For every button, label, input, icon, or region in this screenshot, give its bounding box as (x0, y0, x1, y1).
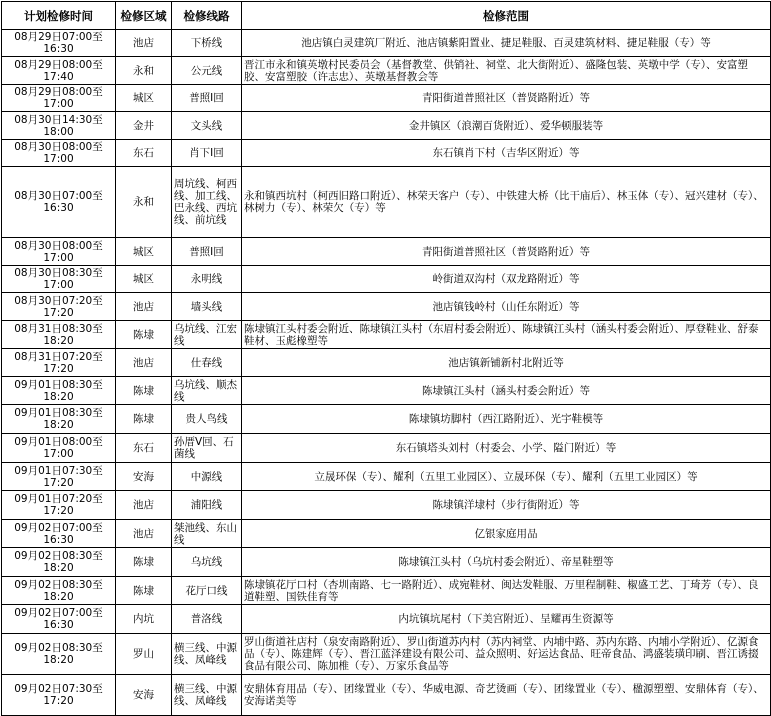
line-cell: 公元线 (172, 57, 242, 85)
area-cell: 陈埭 (116, 577, 172, 605)
table-row (2, 85, 771, 112)
area-cell: 池店 (116, 491, 172, 520)
line-cell: 乌坑线、顺杰线 (172, 377, 242, 405)
area-cell: 陈埭 (116, 321, 172, 349)
scope-cell: 池店镇白灵建筑厂附近、池店镇紫阳置业、捷足鞋服、百灵建筑材料、捷足鞋服（专）等 (242, 30, 771, 57)
scope-cell: 池店镇钱岭村（山任东附近）等 (242, 293, 771, 321)
table-row (2, 140, 771, 167)
line-cell: 中源线 (172, 463, 242, 491)
table-row (2, 605, 771, 634)
scope-cell: 内坑镇坑尾村（下美宫附近）、呈耀再生资源等 (242, 605, 771, 634)
scope-cell: 安鼎体育用品（专）、团缘置业（专）、华威电源、奇艺烫画（专）、团缘置业（专）、楹源塑塑、安鼎体育（专）、安海诺美等 (242, 675, 771, 716)
area-cell: 陈埭 (116, 377, 172, 405)
area-cell: 安海 (116, 675, 172, 716)
area-cell: 陈埭 (116, 548, 172, 577)
header-line: 检修线路 (172, 2, 242, 30)
area-cell: 内坑 (116, 605, 172, 634)
time-cell: 08月29日07:00至16:30 (2, 30, 116, 57)
area-cell: 城区 (116, 85, 172, 112)
area-cell: 城区 (116, 266, 172, 293)
scope-cell: 岭街道双沟村（双龙路附近）等 (242, 266, 771, 293)
line-cell: 花厅口线 (172, 577, 242, 605)
table-row (2, 293, 771, 321)
time-cell: 09月01日07:30至17:20 (2, 463, 116, 491)
table-row (2, 577, 771, 605)
table-row (2, 634, 771, 675)
table-row (2, 349, 771, 377)
table-row (2, 167, 771, 238)
area-cell: 城区 (116, 238, 172, 266)
table-row (2, 548, 771, 577)
time-cell: 08月30日14:30至18:00 (2, 112, 116, 140)
table-row (2, 30, 771, 57)
time-cell: 08月30日07:20至17:20 (2, 293, 116, 321)
scope-cell: 陈埭镇花厅口村（杏圳南路、七一路附近）、成宛鞋材、闽达发鞋服、万里程制鞋、椒盛工艺、丁琦芳（专）、良道鞋塑、国铁佳育等 (242, 577, 771, 605)
time-cell: 09月02日07:00至16:30 (2, 520, 116, 548)
scope-cell: 东石镇肖下村（吉华区附近）等 (242, 140, 771, 167)
table-row (2, 463, 771, 491)
time-cell: 09月02日07:00至16:30 (2, 605, 116, 634)
line-cell: 乌坑线 (172, 548, 242, 577)
line-cell: 墙头线 (172, 293, 242, 321)
scope-cell: 亿银家庭用品 (242, 520, 771, 548)
time-cell: 08月31日07:20至17:20 (2, 349, 116, 377)
line-cell: 孙厝Ⅴ回、石菌线 (172, 434, 242, 463)
scope-cell: 陈埭镇江头村（涵头村委会附近）等 (242, 377, 771, 405)
table-row (2, 434, 771, 463)
table-row (2, 491, 771, 520)
line-cell: 永明线 (172, 266, 242, 293)
time-cell: 08月30日08:00至17:00 (2, 238, 116, 266)
time-cell: 09月01日08:30至18:20 (2, 405, 116, 434)
scope-cell: 罗山街道社店村（泉安南路附近）、罗山街道苏内村（苏内祠堂、内埔中路、苏内东路、内埔小学附近）、亿源食品（专）、陈建辉（专）、晋江蓝泽建设有限公司、益众照明、好运达食品、旺帝食品、鸿盛装璜印刷、晋江诱掇食品有限公司、陈加椎（专）、万家乐食品等 (242, 634, 771, 675)
table-row (2, 377, 771, 405)
scope-cell: 永和镇西坑村（柯西旧路口附近）、林荣天客户（专）、中铁建大桥（比干庙后）、林玉体（专）、冠兴建材（专）、林树力（专）、林荣欠（专）等 (242, 167, 771, 238)
scope-cell: 陈埭镇江头村（乌坑村委会附近）、帝星鞋塑等 (242, 548, 771, 577)
table-row (2, 57, 771, 85)
table-row (2, 520, 771, 548)
scope-cell: 金井镇区（浪潮百货附近）、爱华顿服装等 (242, 112, 771, 140)
table-row (2, 238, 771, 266)
area-cell: 陈埭 (116, 405, 172, 434)
area-cell: 金井 (116, 112, 172, 140)
header-time: 计划检修时间 (2, 2, 116, 30)
line-cell: 普照Ⅰ回 (172, 85, 242, 112)
header-scope: 检修范围 (242, 2, 771, 30)
time-cell: 09月01日08:00至17:00 (2, 434, 116, 463)
time-cell: 09月02日08:30至18:20 (2, 634, 116, 675)
scope-cell: 池店镇新铺新村北附近等 (242, 349, 771, 377)
scope-cell: 立晟环保（专）、耀利（五里工业园区）、立晟环保（专）、耀利（五里工业园区）等 (242, 463, 771, 491)
area-cell: 池店 (116, 520, 172, 548)
line-cell: 浦阳线 (172, 491, 242, 520)
time-cell: 08月30日08:00至17:00 (2, 140, 116, 167)
line-cell: 周坑线、柯西线、加工线、巴永线、西坑线、前坑线 (172, 167, 242, 238)
scope-cell: 陈埭镇洋埭村（步行街附近）等 (242, 491, 771, 520)
scope-cell: 青阳街道普照社区（普贤路附近）等 (242, 85, 771, 112)
time-cell: 09月02日08:30至18:20 (2, 577, 116, 605)
scope-cell: 陈埭镇坊脚村（西江路附近）、光宇鞋模等 (242, 405, 771, 434)
time-cell: 09月02日07:30至17:20 (2, 675, 116, 716)
line-cell: 普照Ⅰ回 (172, 238, 242, 266)
area-cell: 东石 (116, 434, 172, 463)
header-area: 检修区域 (116, 2, 172, 30)
area-cell: 池店 (116, 30, 172, 57)
line-cell: 文头线 (172, 112, 242, 140)
area-cell: 永和 (116, 57, 172, 85)
time-cell: 09月01日08:30至18:20 (2, 377, 116, 405)
area-cell: 安海 (116, 463, 172, 491)
area-cell: 东石 (116, 140, 172, 167)
scope-cell: 陈埭镇江头村委会附近、陈埭镇江头村（东眉村委会附近）、陈埭镇江头村（涵头村委会附近）、厚登鞋业、舒泰鞋材、玉彪橡塑等 (242, 321, 771, 349)
line-cell: 下桥线 (172, 30, 242, 57)
maintenance-table (1, 1, 771, 716)
area-cell: 永和 (116, 167, 172, 238)
scope-cell: 青阳街道普照社区（普贤路附近）等 (242, 238, 771, 266)
time-cell: 08月31日08:30至18:20 (2, 321, 116, 349)
line-cell: 横三线、中源线、凤峰线 (172, 675, 242, 716)
table-row (2, 112, 771, 140)
line-cell: 乌坑线、江宏线 (172, 321, 242, 349)
time-cell: 08月30日07:00至16:30 (2, 167, 116, 238)
time-cell: 08月29日08:00至17:40 (2, 57, 116, 85)
line-cell: 贵人鸟线 (172, 405, 242, 434)
line-cell: 桀池线、东山线 (172, 520, 242, 548)
table-row (2, 405, 771, 434)
area-cell: 池店 (116, 293, 172, 321)
table-row (2, 675, 771, 716)
area-cell: 罗山 (116, 634, 172, 675)
line-cell: 肖下Ⅰ回 (172, 140, 242, 167)
table-row (2, 321, 771, 349)
time-cell: 09月02日08:30至18:20 (2, 548, 116, 577)
scope-cell: 晋江市永和镇英墩村民委员会（基督教堂、供销社、祠堂、北大街附近）、盛隆包装、英墩中学（专）、安富塑胶、安富塑胶（许志忠）、英墩基督教会等 (242, 57, 771, 85)
header-row (2, 2, 771, 30)
scope-cell: 东石镇塔头刘村（村委会、小学、隘门附近）等 (242, 434, 771, 463)
table-row (2, 266, 771, 293)
area-cell: 池店 (116, 349, 172, 377)
time-cell: 08月30日08:30至17:00 (2, 266, 116, 293)
line-cell: 仕春线 (172, 349, 242, 377)
time-cell: 09月01日07:20至17:20 (2, 491, 116, 520)
time-cell: 08月29日08:00至17:00 (2, 85, 116, 112)
line-cell: 普洛线 (172, 605, 242, 634)
line-cell: 横三线、中源线、凤峰线 (172, 634, 242, 675)
